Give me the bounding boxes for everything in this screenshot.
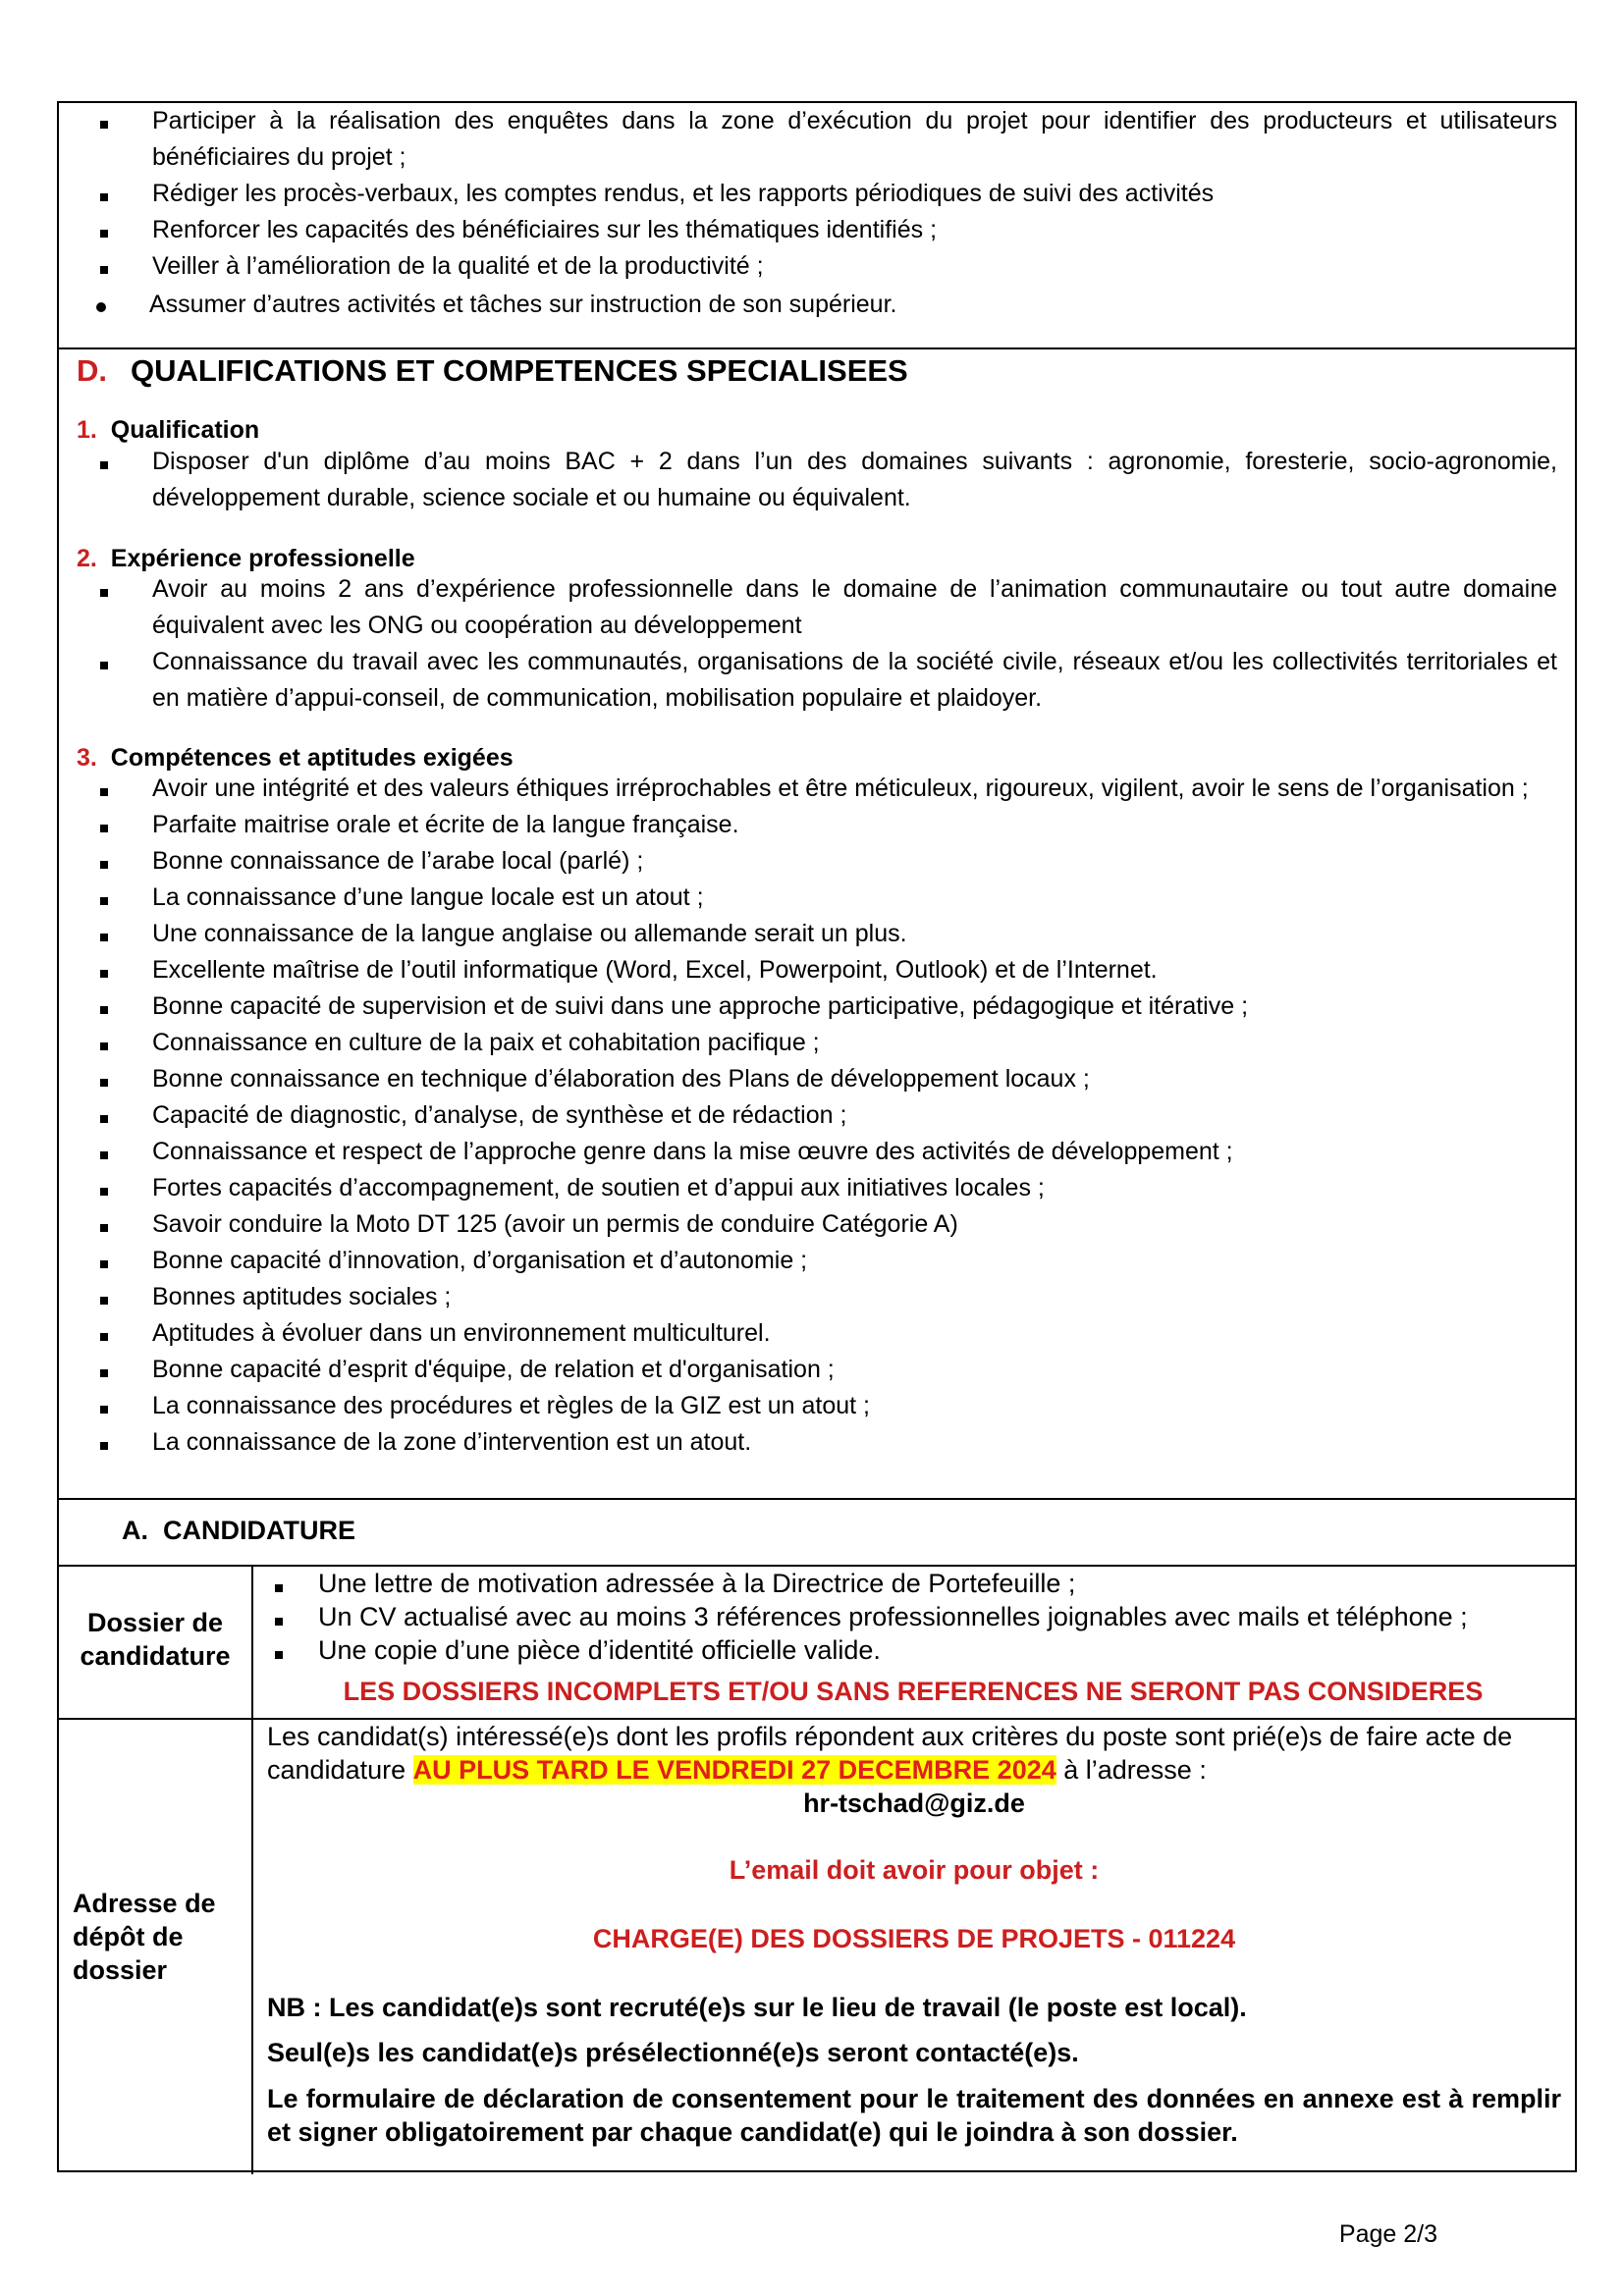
incomplete-warning: LES DOSSIERS INCOMPLETS ET/OU SANS REFERENCES NE SERONT PAS CONSIDERES bbox=[343, 1677, 1484, 1706]
list-item: La connaissance des procédures et règles de la GIZ est un atout ; bbox=[59, 1388, 1557, 1424]
application-intro: Les candidat(s) intéressé(e)s dont les profils répondent aux critères du poste sont prié(e)s de faire acte de candidature AU PLUS TARD LE VENDREDI 27 DECEMBRE 2024 à l’adresse : bbox=[267, 1722, 1513, 1785]
bullet-icon bbox=[100, 1006, 108, 1014]
bullet-icon bbox=[100, 1260, 108, 1268]
bullet-icon bbox=[100, 1151, 108, 1159]
list-item: Une connaissance de la langue anglaise ou allemande serait un plus. bbox=[59, 916, 1557, 952]
email-object-value: CHARGE(E) DES DOSSIERS DE PROJETS - 011224 bbox=[592, 1924, 1236, 1953]
bullet-icon bbox=[100, 1188, 108, 1196]
list-item: Une lettre de motivation adressée à la Directrice de Portefeuille ; bbox=[261, 1567, 1561, 1600]
bullet-icon bbox=[100, 825, 108, 832]
divider bbox=[59, 347, 1575, 349]
dossier-list bbox=[261, 1567, 1561, 1667]
email-object-label: L’email doit avoir pour objet : bbox=[729, 1855, 1100, 1885]
list-item: Savoir conduire la Moto DT 125 (avoir un permis de conduire Catégorie A) bbox=[59, 1206, 1557, 1243]
list-item: Capacité de diagnostic, d’analyse, de synthèse et de rédaction ; bbox=[59, 1097, 1557, 1134]
list-item: Avoir une intégrité et des valeurs éthiques irréprochables et être méticuleux, rigoureux, vigilent, avoir le sens de l’organisation ; bbox=[59, 771, 1557, 807]
list-item: Bonne connaissance de l’arabe local (parlé) ; bbox=[59, 843, 1557, 880]
bullet-icon bbox=[100, 788, 108, 796]
section-d-title: D. QUALIFICATIONS ET COMPETENCES SPECIALISEES bbox=[77, 353, 908, 388]
list-item: Connaissance du travail avec les communautés, organisations de la société civile, réseaux et/ou les collectivités territoriales et en matière d’appui-conseil, de communication, mobilisation populaire et plaidoyer. bbox=[59, 644, 1557, 717]
bullet-icon bbox=[100, 1115, 108, 1123]
activities-section bbox=[59, 103, 1575, 348]
bullet-icon bbox=[100, 970, 108, 978]
competences-list bbox=[59, 771, 1557, 1461]
nb-note: NB : Les candidat(e)s sont recruté(e)s sur le lieu de travail (le poste est local). bbox=[267, 1993, 1247, 2022]
competences-title: 3. Compétences et aptitudes exigées bbox=[77, 744, 514, 772]
bullet-icon bbox=[100, 1297, 108, 1305]
bullet-icon bbox=[100, 1079, 108, 1087]
email-address: hr-tschad@giz.de bbox=[803, 1789, 1025, 1818]
experience-list bbox=[59, 571, 1557, 717]
qualifications-section bbox=[59, 350, 1575, 1497]
dossier-row bbox=[59, 1567, 1575, 1718]
candidature-header bbox=[59, 1500, 1575, 1565]
list-item: La connaissance d’une langue locale est un atout ; bbox=[59, 880, 1557, 916]
list-item: Renforcer les capacités des bénéficiaires sur les thématiques identifiés ; bbox=[59, 212, 1557, 248]
bullet-icon bbox=[100, 897, 108, 905]
shortlist-note: Seul(e)s les candidat(e)s présélectionné(e)s seront contacté(e)s. bbox=[267, 2038, 1079, 2067]
list-item: Bonne connaissance en technique d’élaboration des Plans de développement locaux ; bbox=[59, 1061, 1557, 1097]
qualification-list bbox=[59, 444, 1557, 516]
bullet-icon bbox=[100, 1224, 108, 1232]
list-item: Veiller à l’amélioration de la qualité et de la productivité ; bbox=[59, 248, 1557, 285]
list-item: Bonne capacité d’esprit d'équipe, de relation et d'organisation ; bbox=[59, 1352, 1557, 1388]
adresse-label: Adresse de dépôt de dossier bbox=[73, 1889, 216, 1985]
bullet-icon bbox=[100, 1333, 108, 1341]
document-frame bbox=[57, 101, 1577, 2172]
list-item: Bonne capacité de supervision et de suivi dans une approche participative, pédagogique et itérative ; bbox=[59, 988, 1557, 1025]
list-item: Excellente maîtrise de l’outil informatique (Word, Excel, Powerpoint, Outlook) et de l’Internet. bbox=[59, 952, 1557, 988]
qualification-title: 1. Qualification bbox=[77, 416, 260, 444]
list-item: Connaissance en culture de la paix et cohabitation pacifique ; bbox=[59, 1025, 1557, 1061]
page-number: Page 2/3 bbox=[1338, 2220, 1437, 2248]
list-item: Disposer d'un diplôme d’au moins BAC + 2 dans l’un des domaines suivants : agronomie, foresterie, socio-agronomie, développement durable, science sociale et ou humaine ou équivalent. bbox=[59, 444, 1557, 516]
bullet-icon bbox=[100, 1369, 108, 1377]
adresse-row bbox=[59, 1720, 1575, 2174]
candidature-title: A. CANDIDATURE bbox=[122, 1516, 355, 1545]
list-item: Une copie d’une pièce d’identité officielle valide. bbox=[261, 1633, 1561, 1667]
list-item: Bonnes aptitudes sociales ; bbox=[59, 1279, 1557, 1315]
deadline-highlight: AU PLUS TARD LE VENDREDI 27 DECEMBRE 2024 bbox=[412, 1755, 1056, 1785]
list-item: Rédiger les procès-verbaux, les comptes rendus, et les rapports périodiques de suivi des activités bbox=[59, 176, 1557, 212]
consent-note: Le formulaire de déclaration de consentement pour le traitement des données en annexe est à remplir et signer obligatoirement par chaque candidat(e) qui le joindra à son dossier. bbox=[267, 2084, 1561, 2147]
bullet-icon bbox=[100, 861, 108, 869]
list-item: Fortes capacités d’accompagnement, de soutien et d’appui aux initiatives locales ; bbox=[59, 1170, 1557, 1206]
list-item: Participer à la réalisation des enquêtes dans la zone d’exécution du projet pour identifier des producteurs et utilisateurs bénéficiaires du projet ; bbox=[59, 103, 1557, 176]
list-item: Un CV actualisé avec au moins 3 références professionnelles joignables avec mails et téléphone ; bbox=[261, 1600, 1561, 1633]
bullet-icon bbox=[100, 934, 108, 941]
bullet-icon bbox=[100, 1042, 108, 1050]
list-item: Parfaite maitrise orale et écrite de la langue française. bbox=[59, 807, 1557, 843]
list-item: La connaissance de la zone d’intervention est un atout. bbox=[59, 1424, 1557, 1461]
list-item: Assumer d’autres activités et tâches sur instruction de son supérieur. bbox=[59, 287, 1557, 323]
list-item: Aptitudes à évoluer dans un environnement multiculturel. bbox=[59, 1315, 1557, 1352]
dossier-label: Dossier de candidature bbox=[80, 1608, 231, 1671]
bullet-icon bbox=[100, 1442, 108, 1450]
list-item: Bonne capacité d’innovation, d’organisation et d’autonomie ; bbox=[59, 1243, 1557, 1279]
experience-title: 2. Expérience professionelle bbox=[77, 545, 415, 572]
list-item: Avoir au moins 2 ans d’expérience professionnelle dans le domaine de l’animation communautaire ou tout autre domaine équivalent avec les ONG ou coopération au développement bbox=[59, 571, 1557, 644]
list-item: Connaissance et respect de l’approche genre dans la mise œuvre des activités de développement ; bbox=[59, 1134, 1557, 1170]
adresse-content bbox=[267, 1720, 1561, 2149]
bullet-icon bbox=[100, 1406, 108, 1414]
